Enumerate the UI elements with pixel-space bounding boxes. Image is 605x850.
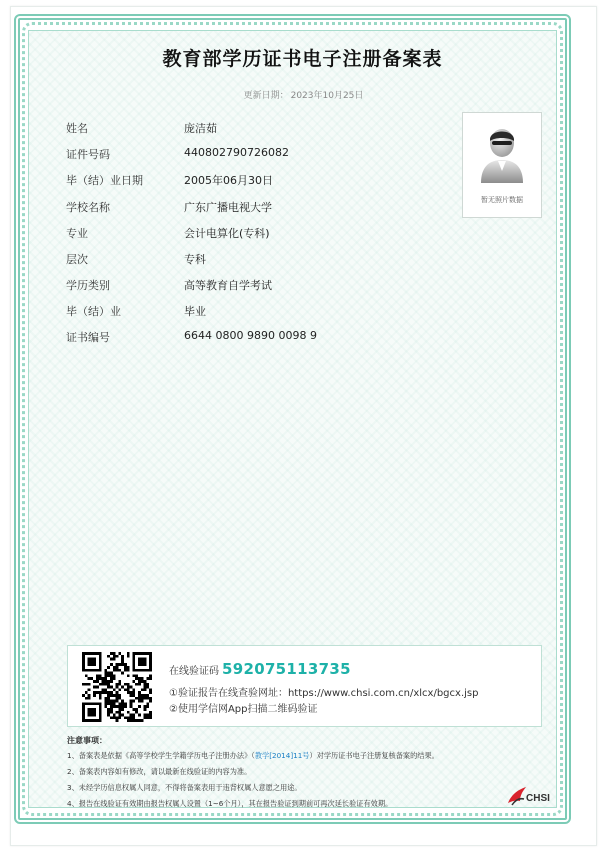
note-item-1 xyxy=(67,751,547,767)
notes-section xyxy=(67,735,547,815)
field-label: 证书编号 xyxy=(66,331,110,344)
chsi-logo-text: CHSI xyxy=(526,793,550,804)
field-label: 毕（结）业日期 xyxy=(66,174,143,187)
field-label: 证件号码 xyxy=(66,148,110,161)
update-date xyxy=(0,88,605,101)
field-value: 毕业 xyxy=(184,305,206,318)
note-text: ）对学历证书电子注册复核备案的结果。 xyxy=(309,751,439,760)
note-item-2: 2、备案表内容如有修改，请以最新在线验证的内容为准。 xyxy=(67,767,252,776)
field-value: 广东广播电视大学 xyxy=(184,201,272,214)
photo-box xyxy=(462,112,542,218)
note-item-3: 3、未经学历信息权属人同意，不得将备案表用于违背权属人意愿之用途。 xyxy=(67,783,302,792)
update-value: 2023年10月25日 xyxy=(290,91,364,101)
verification-app-line: ②使用学信网App扫描二维码验证 xyxy=(169,704,318,715)
field-label: 层次 xyxy=(66,253,88,266)
field-label: 毕（结）业 xyxy=(66,305,121,318)
field-value: 2005年06月30日 xyxy=(184,174,273,187)
note-item-4: 4、报告在线验证有效期由报告权属人设置（1~6个月），其在报告验证到期前可再次延长验证有效期。 xyxy=(67,799,393,808)
verification-url-line: ①验证报告在线查验网址：https://www.chsi.com.cn/xlcx/bgcx.jsp xyxy=(169,688,479,699)
photo-caption: 暂无照片数据 xyxy=(481,196,523,204)
field-value: 440802790726082 xyxy=(184,146,289,159)
verification-code-line xyxy=(169,660,351,678)
field-value: 会计电算化(专科) xyxy=(184,227,270,240)
field-label: 姓名 xyxy=(66,122,88,135)
field-label: 学历类别 xyxy=(66,279,110,292)
field-value: 6644 0800 9890 0098 9 xyxy=(184,329,317,342)
qr-code[interactable] xyxy=(82,652,152,722)
avatar-placeholder-icon xyxy=(479,123,525,185)
field-label: 学校名称 xyxy=(66,201,110,214)
verification-code-label: 在线验证码 xyxy=(169,666,219,677)
field-value: 高等教育自学考试 xyxy=(184,279,272,292)
page-title: 教育部学历证书电子注册备案表 xyxy=(162,48,443,70)
field-value: 庞洁茹 xyxy=(184,122,217,135)
field-value: 专科 xyxy=(184,253,206,266)
verification-code: 592075113735 xyxy=(222,660,351,678)
note-text: 1、备案表是依据《高等学校学生学籍学历电子注册办法》（ xyxy=(67,751,255,760)
field-label: 专业 xyxy=(66,227,88,240)
update-label: 更新日期： xyxy=(243,91,289,101)
notes-title: 注意事项： xyxy=(67,736,107,745)
regulation-link[interactable]: 教学[2014]11号 xyxy=(254,751,310,760)
verification-panel xyxy=(67,645,542,727)
